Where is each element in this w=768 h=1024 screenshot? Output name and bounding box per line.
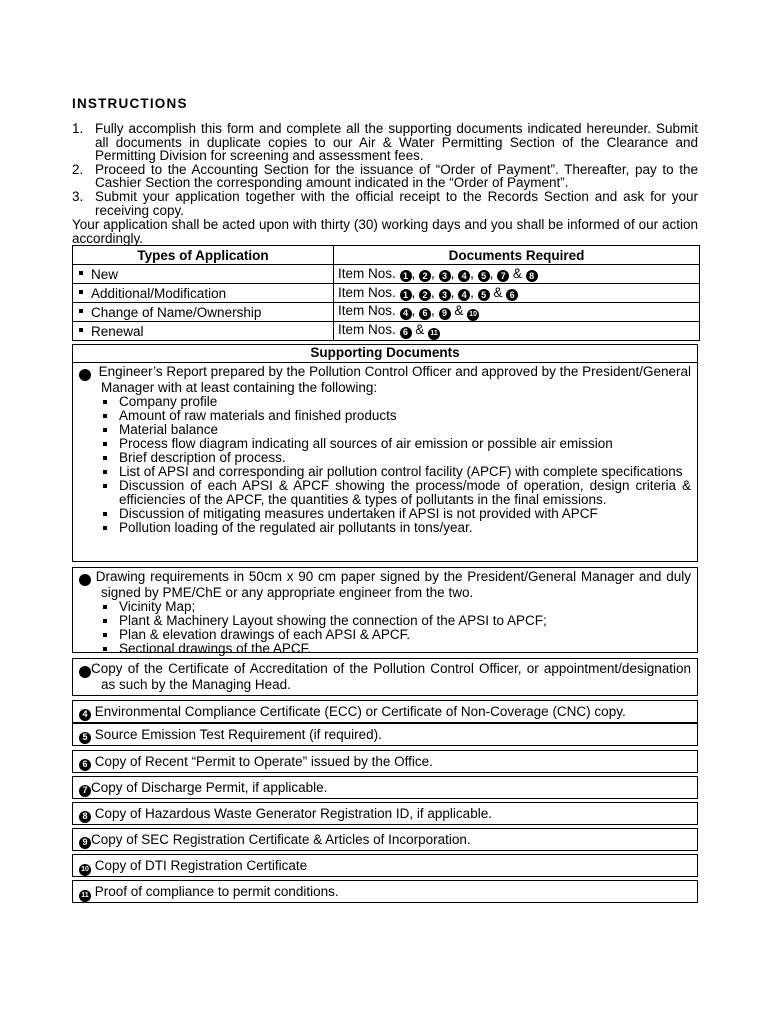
supporting-item-3 [63,658,698,696]
type-cell [73,265,334,284]
bullet-icon [79,271,83,275]
number-1-icon: 1 [400,289,412,301]
number-4-icon: 4 [400,308,412,320]
supporting-item-5 [72,723,698,746]
instruction-number: 2. [72,161,84,177]
number-2-icon: 2 [79,574,91,586]
table-row [73,322,700,341]
type-label: Renewal [91,323,144,339]
item-text: Copy of SEC Registration Certificate & Articles of Incorporation. [91,832,471,847]
number-5-icon: 5 [478,270,490,282]
number-4-icon: 4 [458,289,470,301]
item-text: Source Emission Test Requirement (if required). [94,727,382,742]
list-item: Material balance [103,423,691,437]
table-row [73,303,700,322]
item-text: Copy of DTI Registration Certificate [94,858,308,873]
item-text: Copy of Hazardous Waste Generator Registration ID, if applicable. [94,806,492,821]
number-3-icon: 3 [79,666,91,678]
number-3-icon: 3 [439,270,451,282]
list-item: Discussion of mitigating measures undertaken if APSI is not provided with APCF [103,507,691,521]
type-cell [73,322,334,341]
item-nos-label: Item Nos. [338,322,396,338]
column-header: Documents Required [334,246,700,265]
number-5-icon: 5 [478,289,490,301]
item-text: Engineer’s Report prepared by the Pollution Control Officer and approved by the President/General Manager with at least containing the following: [98,364,691,395]
list-item: Plant & Machinery Layout showing the connection of the APSI to APCF; [103,614,691,628]
supporting-item-9 [72,828,698,851]
table-header-row [73,246,700,265]
list-item: Vicinity Map; [103,600,691,614]
type-label: New [91,266,119,282]
instruction-text: Submit your application together with the official receipt to the Records Section and ask for your receiving copy. [95,188,698,218]
bullet-icon [79,309,83,313]
number-1-icon: 1 [79,369,91,381]
list-item: Amount of raw materials and finished products [103,409,691,423]
item-text: Copy of Recent “Permit to Operate” issued by the Office. [94,754,433,769]
instruction-text: Proceed to the Accounting Section for the issuance of “Order of Payment”. Thereafter, pay to the Cashier Section the corresponding amount indicated in the “Order of Payment”. [95,161,698,191]
instruction-item [72,190,698,217]
supporting-item-10 [72,854,698,877]
number-8-icon: 8 [526,270,538,282]
number-7-icon: 7 [497,270,509,282]
number-2-icon: 2 [419,289,431,301]
instruction-number: 3. [72,188,84,204]
supporting-item-4 [72,700,698,723]
item-2-bullets [79,600,691,656]
number-6-icon: 6 [419,308,431,320]
item-text: Drawing requirements in 50cm x 90 cm paper signed by the President/General Manager and duly signed by PME/ChE or any appropriate engineer from the two. [95,569,691,600]
docs-cell: Item Nos. 1 , 2 , 3 , 4 , 5 , 7 & 8 [334,265,700,284]
instruction-item [72,122,698,163]
number-6-icon: 6 [79,759,91,771]
number-4-icon: 4 [458,270,470,282]
supporting-item-2 [63,567,698,656]
supporting-item-1 [63,363,697,535]
type-cell [73,303,334,322]
number-5-icon: 5 [79,732,91,744]
docs-cell: Item Nos. 1 , 2 , 3 , 4 , 5 & 6 [334,284,700,303]
number-3-icon: 3 [439,289,451,301]
number-2-icon: 2 [419,270,431,282]
processing-note: Your application shall be acted upon with thirty (30) working days and you shall be informed of our action accordingly. [72,217,698,246]
number-1-icon: 1 [400,270,412,282]
item-1-bullets [79,395,691,535]
instructions-list [72,122,698,217]
docs-cell: Item Nos. 6 & 11 [334,322,700,341]
application-types-table [72,245,700,341]
number-10-icon: 10 [467,309,479,321]
supporting-documents-box [63,344,698,562]
number-11-icon: 11 [428,328,440,340]
docs-cell: Item Nos. 4 , 6 , 9 & 10 [334,303,700,322]
supporting-item-6 [72,750,698,773]
supporting-item-7 [72,776,698,799]
column-header: Types of Application [73,246,334,265]
list-item: Pollution loading of the regulated air pollutants in tons/year. [103,521,691,535]
number-4-icon: 4 [79,709,91,721]
item-text: Proof of compliance to permit conditions. [94,884,339,899]
list-item: Discussion of each APSI & APCF showing the process/mode of operation, design criteria & efficiencies of the APCF, the quantities & types of pollutants in the final emissions. [103,479,691,507]
list-item: Process flow diagram indicating all sources of air emission or possible air emission [103,437,691,451]
list-item: Company profile [103,395,691,409]
list-item: List of APSI and corresponding air pollution control facility (APCF) with complete specifications [103,465,691,479]
supporting-item-8 [72,802,698,825]
item-nos-label: Item Nos. [338,265,396,281]
type-cell [73,284,334,303]
type-label: Additional/Modification [91,285,227,301]
number-8-icon: 8 [79,811,91,823]
list-item: Brief description of process. [103,451,691,465]
number-9-icon: 9 [79,837,91,849]
list-item: Plan & elevation drawings of each APSI & APCF. [103,628,691,642]
instruction-item [72,163,698,190]
number-7-icon: 7 [79,785,91,797]
number-6-icon: 6 [400,327,412,339]
number-9-icon: 9 [439,308,451,320]
number-6-icon: 6 [506,289,518,301]
instruction-text: Fully accomplish this form and complete all the supporting documents indicated hereunder. Submit all documents in duplicate copies to our Air & Water Permitting Section of the Clearance and Permitting Division for screening and assessment fees. [95,121,698,164]
instructions-heading: INSTRUCTIONS [72,96,188,111]
supporting-item-11 [72,880,698,903]
type-label: Change of Name/Ownership [91,304,262,320]
item-text: Environmental Compliance Certificate (ECC) or Certificate of Non-Coverage (CNC) copy. [94,704,626,719]
supporting-documents-header: Supporting Documents [73,345,697,363]
instruction-number: 1. [72,121,84,136]
number-11-icon: 11 [79,890,91,902]
list-item: Sectional drawings of the APCF. [103,642,691,656]
item-text: Copy of Discharge Permit, if applicable. [91,780,328,795]
table-row [73,265,700,284]
bullet-icon [79,328,83,332]
number-10-icon: 10 [79,864,91,876]
item-nos-label: Item Nos. [338,303,396,319]
bullet-icon [79,290,83,294]
item-nos-label: Item Nos. [338,284,396,300]
table-row [73,284,700,303]
item-text: Copy of the Certificate of Accreditation of the Pollution Control Officer, or appointment/designation as such by the Managing Head. [91,661,691,692]
